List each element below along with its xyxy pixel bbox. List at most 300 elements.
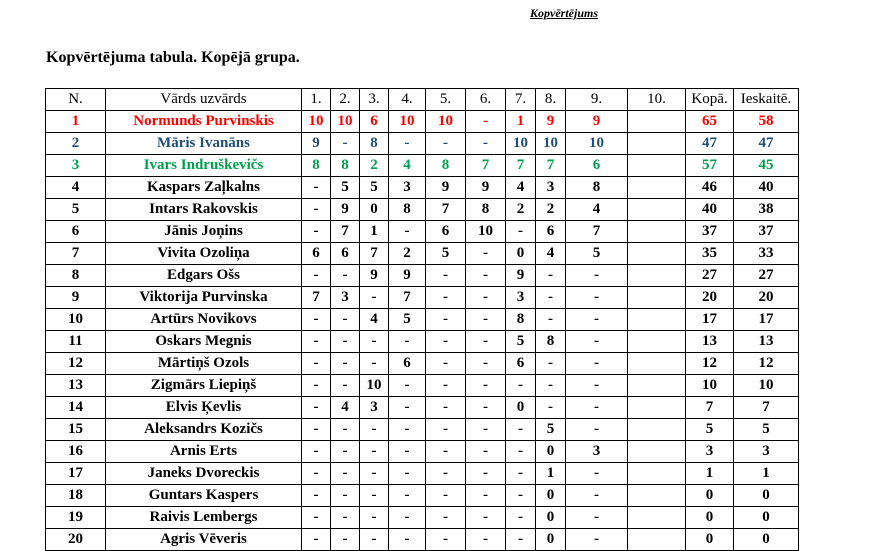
score-cell: - [536, 375, 566, 397]
score-cell: - [360, 463, 389, 485]
score-cell: 8 [331, 155, 360, 177]
score-cell: - [466, 463, 506, 485]
score-cell: 37 [734, 221, 799, 243]
score-cell: 10 [389, 111, 426, 133]
score-cell: - [566, 463, 628, 485]
score-cell: 6 [426, 221, 466, 243]
score-cell: - [536, 397, 566, 419]
score-cell: 20 [686, 287, 734, 309]
score-cell: 9 [302, 133, 331, 155]
score-cell: 3 [536, 177, 566, 199]
score-cell: 4 [536, 243, 566, 265]
score-cell: - [302, 177, 331, 199]
rank-cell: 15 [46, 419, 106, 441]
score-cell [628, 111, 686, 133]
score-cell: - [466, 265, 506, 287]
score-cell: - [302, 529, 331, 551]
score-cell: 5 [566, 243, 628, 265]
score-cell: 3 [506, 287, 536, 309]
score-cell [628, 419, 686, 441]
rank-cell: 4 [46, 177, 106, 199]
score-cell: 40 [686, 199, 734, 221]
score-cell: 4 [360, 309, 389, 331]
score-cell: 4 [389, 155, 426, 177]
name-cell: Elvis Ķevlis [106, 397, 302, 419]
score-cell: 5 [686, 419, 734, 441]
score-cell: 12 [734, 353, 799, 375]
results-table [45, 88, 799, 551]
table-row [46, 177, 799, 199]
score-cell: 47 [734, 133, 799, 155]
score-cell: - [389, 485, 426, 507]
score-cell: 47 [686, 133, 734, 155]
score-cell: 1 [360, 221, 389, 243]
name-cell: Raivis Lembergs [106, 507, 302, 529]
rank-cell: 6 [46, 221, 106, 243]
score-cell: 9 [566, 111, 628, 133]
score-cell: - [506, 507, 536, 529]
score-cell: 7 [536, 155, 566, 177]
score-cell: - [389, 419, 426, 441]
score-cell: 0 [536, 507, 566, 529]
score-cell: 7 [686, 397, 734, 419]
score-cell [628, 485, 686, 507]
score-cell: - [466, 375, 506, 397]
score-cell [628, 133, 686, 155]
score-cell: 7 [426, 199, 466, 221]
score-cell: 7 [506, 155, 536, 177]
score-cell [628, 155, 686, 177]
score-cell: 0 [536, 485, 566, 507]
score-cell: 1 [536, 463, 566, 485]
score-cell: 65 [686, 111, 734, 133]
table-row [46, 397, 799, 419]
score-cell: - [331, 353, 360, 375]
score-cell: 10 [360, 375, 389, 397]
score-cell: 5 [331, 177, 360, 199]
score-cell: 8 [302, 155, 331, 177]
table-row [46, 111, 799, 133]
table-header-row [46, 89, 799, 111]
score-cell: - [466, 419, 506, 441]
score-cell: - [331, 133, 360, 155]
score-cell: 9 [331, 199, 360, 221]
score-cell: - [331, 463, 360, 485]
score-cell: 12 [686, 353, 734, 375]
score-cell: - [331, 419, 360, 441]
score-cell: 7 [389, 287, 426, 309]
score-cell: 10 [686, 375, 734, 397]
column-header: Kopā. [686, 89, 734, 111]
score-cell: 6 [536, 221, 566, 243]
score-cell: - [360, 419, 389, 441]
table-row [46, 155, 799, 177]
table-row [46, 287, 799, 309]
score-cell: 33 [734, 243, 799, 265]
name-cell: Māris Ivanāns [106, 133, 302, 155]
score-cell: 10 [426, 111, 466, 133]
score-cell [628, 331, 686, 353]
column-header: 9. [566, 89, 628, 111]
score-cell: - [389, 463, 426, 485]
score-cell: 0 [734, 485, 799, 507]
rank-cell: 5 [46, 199, 106, 221]
score-cell [628, 243, 686, 265]
score-cell: 3 [734, 441, 799, 463]
score-cell: - [426, 397, 466, 419]
rank-cell: 17 [46, 463, 106, 485]
score-cell: - [426, 287, 466, 309]
score-cell: - [536, 309, 566, 331]
score-cell: 8 [360, 133, 389, 155]
score-cell: - [566, 485, 628, 507]
score-cell: - [536, 353, 566, 375]
score-cell: - [466, 507, 506, 529]
score-cell: 7 [734, 397, 799, 419]
score-cell: - [426, 133, 466, 155]
score-cell: - [506, 529, 536, 551]
score-cell: 9 [506, 265, 536, 287]
score-cell: 13 [686, 331, 734, 353]
score-cell: 10 [734, 375, 799, 397]
score-cell: 2 [536, 199, 566, 221]
score-cell: 9 [466, 177, 506, 199]
column-header: 7. [506, 89, 536, 111]
column-header: 2. [331, 89, 360, 111]
score-cell: 45 [734, 155, 799, 177]
score-cell: 5 [360, 177, 389, 199]
score-cell: 5 [734, 419, 799, 441]
rank-cell: 18 [46, 485, 106, 507]
score-cell: - [360, 287, 389, 309]
score-cell: 2 [389, 243, 426, 265]
score-cell [628, 199, 686, 221]
score-cell: 0 [506, 397, 536, 419]
score-cell [628, 397, 686, 419]
score-cell: 5 [536, 419, 566, 441]
score-cell: 1 [734, 463, 799, 485]
score-cell: 3 [360, 397, 389, 419]
score-cell: - [466, 331, 506, 353]
score-cell: - [426, 375, 466, 397]
name-cell: Kaspars Zaļkalns [106, 177, 302, 199]
table-row [46, 265, 799, 287]
score-cell: 9 [426, 177, 466, 199]
score-cell: 3 [686, 441, 734, 463]
score-cell: 35 [686, 243, 734, 265]
score-cell: 2 [360, 155, 389, 177]
name-cell: Guntars Kaspers [106, 485, 302, 507]
name-cell: Ivars Indruškevičs [106, 155, 302, 177]
score-cell: - [302, 463, 331, 485]
score-cell: 4 [331, 397, 360, 419]
score-cell: 10 [466, 221, 506, 243]
score-cell: 8 [426, 155, 466, 177]
score-cell: - [331, 529, 360, 551]
rank-cell: 8 [46, 265, 106, 287]
score-cell [628, 177, 686, 199]
score-cell: 5 [389, 309, 426, 331]
score-cell: - [302, 309, 331, 331]
score-cell: 6 [302, 243, 331, 265]
score-cell: - [389, 441, 426, 463]
score-cell: 37 [686, 221, 734, 243]
score-cell: - [426, 265, 466, 287]
rank-cell: 14 [46, 397, 106, 419]
score-cell: 0 [734, 507, 799, 529]
score-cell: 4 [506, 177, 536, 199]
score-cell: 6 [331, 243, 360, 265]
score-cell: 3 [331, 287, 360, 309]
score-cell: - [426, 441, 466, 463]
rank-cell: 11 [46, 331, 106, 353]
table-row [46, 507, 799, 529]
table-row [46, 331, 799, 353]
table-subtitle: Kopvērtējuma tabula. Kopējā grupa. [46, 49, 300, 66]
score-cell: - [426, 309, 466, 331]
score-cell: 6 [506, 353, 536, 375]
score-cell: - [331, 507, 360, 529]
name-cell: Agris Vēveris [106, 529, 302, 551]
score-cell: - [426, 419, 466, 441]
score-cell: 0 [734, 529, 799, 551]
score-cell: 7 [331, 221, 360, 243]
score-cell: - [466, 309, 506, 331]
score-cell: - [566, 331, 628, 353]
rank-cell: 20 [46, 529, 106, 551]
score-cell: 58 [734, 111, 799, 133]
score-cell: 0 [360, 199, 389, 221]
rank-cell: 16 [46, 441, 106, 463]
score-cell: 0 [686, 529, 734, 551]
column-header: Vārds uzvārds [106, 89, 302, 111]
table-row [46, 309, 799, 331]
rank-cell: 2 [46, 133, 106, 155]
score-cell: - [426, 331, 466, 353]
score-cell: 10 [566, 133, 628, 155]
score-cell: 0 [536, 441, 566, 463]
name-cell: Oskars Megnis [106, 331, 302, 353]
score-cell: - [331, 441, 360, 463]
score-cell: - [566, 419, 628, 441]
score-cell: - [302, 507, 331, 529]
table-row [46, 419, 799, 441]
score-cell: - [566, 529, 628, 551]
column-header: 10. [628, 89, 686, 111]
name-cell: Zigmārs Liepiņš [106, 375, 302, 397]
score-cell: 8 [389, 199, 426, 221]
column-header: 8. [536, 89, 566, 111]
score-cell: - [566, 507, 628, 529]
score-cell: 10 [302, 111, 331, 133]
score-cell: 7 [566, 221, 628, 243]
score-cell: 1 [506, 111, 536, 133]
score-cell: 7 [466, 155, 506, 177]
score-cell: - [302, 221, 331, 243]
rank-cell: 13 [46, 375, 106, 397]
name-cell: Jānis Joņins [106, 221, 302, 243]
score-cell: 38 [734, 199, 799, 221]
score-cell: - [426, 507, 466, 529]
score-cell: 7 [360, 243, 389, 265]
name-cell: Artūrs Novikovs [106, 309, 302, 331]
score-cell [628, 309, 686, 331]
score-cell: - [426, 529, 466, 551]
score-cell: - [566, 375, 628, 397]
score-cell: - [566, 287, 628, 309]
score-cell [628, 529, 686, 551]
score-cell: - [426, 463, 466, 485]
score-cell: - [389, 397, 426, 419]
score-cell: - [389, 529, 426, 551]
score-cell: - [331, 485, 360, 507]
score-cell: 27 [734, 265, 799, 287]
score-cell: - [331, 309, 360, 331]
score-cell [628, 507, 686, 529]
score-cell: 10 [536, 133, 566, 155]
score-cell: 0 [506, 243, 536, 265]
score-cell: - [389, 221, 426, 243]
score-cell: - [360, 507, 389, 529]
score-cell: 9 [389, 265, 426, 287]
score-cell: 8 [566, 177, 628, 199]
score-cell [628, 265, 686, 287]
score-cell: 57 [686, 155, 734, 177]
name-cell: Arnis Erts [106, 441, 302, 463]
score-cell: - [389, 375, 426, 397]
score-cell: 27 [686, 265, 734, 287]
score-cell: - [360, 353, 389, 375]
score-cell [628, 463, 686, 485]
score-cell: 17 [686, 309, 734, 331]
score-cell: - [302, 375, 331, 397]
score-cell [628, 221, 686, 243]
table-row [46, 441, 799, 463]
score-cell: - [302, 419, 331, 441]
name-cell: Viktorija Purvinska [106, 287, 302, 309]
score-cell: 17 [734, 309, 799, 331]
score-cell: 13 [734, 331, 799, 353]
table-row [46, 133, 799, 155]
score-cell: 46 [686, 177, 734, 199]
score-cell: 0 [536, 529, 566, 551]
score-cell: - [331, 265, 360, 287]
score-cell: 5 [506, 331, 536, 353]
score-cell: 3 [389, 177, 426, 199]
rank-cell: 12 [46, 353, 106, 375]
score-cell: - [566, 397, 628, 419]
score-cell: 8 [506, 309, 536, 331]
score-cell: - [566, 265, 628, 287]
score-cell [628, 441, 686, 463]
score-cell: - [466, 397, 506, 419]
name-cell: Normunds Purvinskis [106, 111, 302, 133]
score-cell: - [466, 353, 506, 375]
score-cell: - [536, 287, 566, 309]
score-cell: 5 [426, 243, 466, 265]
column-header: 4. [389, 89, 426, 111]
score-cell: 6 [566, 155, 628, 177]
score-cell: - [302, 441, 331, 463]
column-header: 3. [360, 89, 389, 111]
score-cell: 6 [360, 111, 389, 133]
column-header: 1. [302, 89, 331, 111]
score-cell: 20 [734, 287, 799, 309]
score-cell: - [302, 353, 331, 375]
score-cell: 8 [466, 199, 506, 221]
name-cell: Edgars Ošs [106, 265, 302, 287]
rank-cell: 19 [46, 507, 106, 529]
score-cell: - [331, 331, 360, 353]
score-cell: 0 [686, 507, 734, 529]
score-cell: - [426, 353, 466, 375]
score-cell: - [302, 485, 331, 507]
score-cell: - [389, 507, 426, 529]
score-cell: - [466, 133, 506, 155]
column-header: 5. [426, 89, 466, 111]
score-cell: - [466, 111, 506, 133]
column-header: Ieskaitē. [734, 89, 799, 111]
score-cell: - [466, 441, 506, 463]
score-cell: - [360, 485, 389, 507]
score-cell: - [566, 309, 628, 331]
score-cell: - [389, 331, 426, 353]
score-cell: - [506, 221, 536, 243]
score-cell [628, 375, 686, 397]
score-cell: - [466, 287, 506, 309]
table-row [46, 529, 799, 551]
score-cell: 3 [566, 441, 628, 463]
name-cell: Vivita Ozoliņa [106, 243, 302, 265]
score-cell: 7 [302, 287, 331, 309]
score-cell: - [302, 397, 331, 419]
score-cell: - [506, 419, 536, 441]
score-cell: - [302, 265, 331, 287]
score-cell: - [466, 485, 506, 507]
score-cell: - [360, 529, 389, 551]
table-row [46, 463, 799, 485]
name-cell: Intars Rakovskis [106, 199, 302, 221]
rank-cell: 3 [46, 155, 106, 177]
score-cell: - [566, 353, 628, 375]
table-row [46, 485, 799, 507]
rank-cell: 1 [46, 111, 106, 133]
score-cell: 1 [686, 463, 734, 485]
table-row [46, 353, 799, 375]
score-cell: - [331, 375, 360, 397]
score-cell: - [506, 463, 536, 485]
rank-cell: 7 [46, 243, 106, 265]
table-row [46, 243, 799, 265]
column-header: 6. [466, 89, 506, 111]
rank-cell: 9 [46, 287, 106, 309]
score-cell: - [302, 199, 331, 221]
name-cell: Mārtiņš Ozols [106, 353, 302, 375]
score-cell: - [536, 265, 566, 287]
column-header: N. [46, 89, 106, 111]
score-cell [628, 287, 686, 309]
score-cell: 8 [536, 331, 566, 353]
score-cell: 10 [331, 111, 360, 133]
name-cell: Janeks Dvoreckis [106, 463, 302, 485]
score-cell: 4 [566, 199, 628, 221]
score-cell [628, 353, 686, 375]
score-cell: - [360, 331, 389, 353]
score-cell: 2 [506, 199, 536, 221]
score-cell: 9 [536, 111, 566, 133]
table-row [46, 199, 799, 221]
score-cell: 9 [360, 265, 389, 287]
